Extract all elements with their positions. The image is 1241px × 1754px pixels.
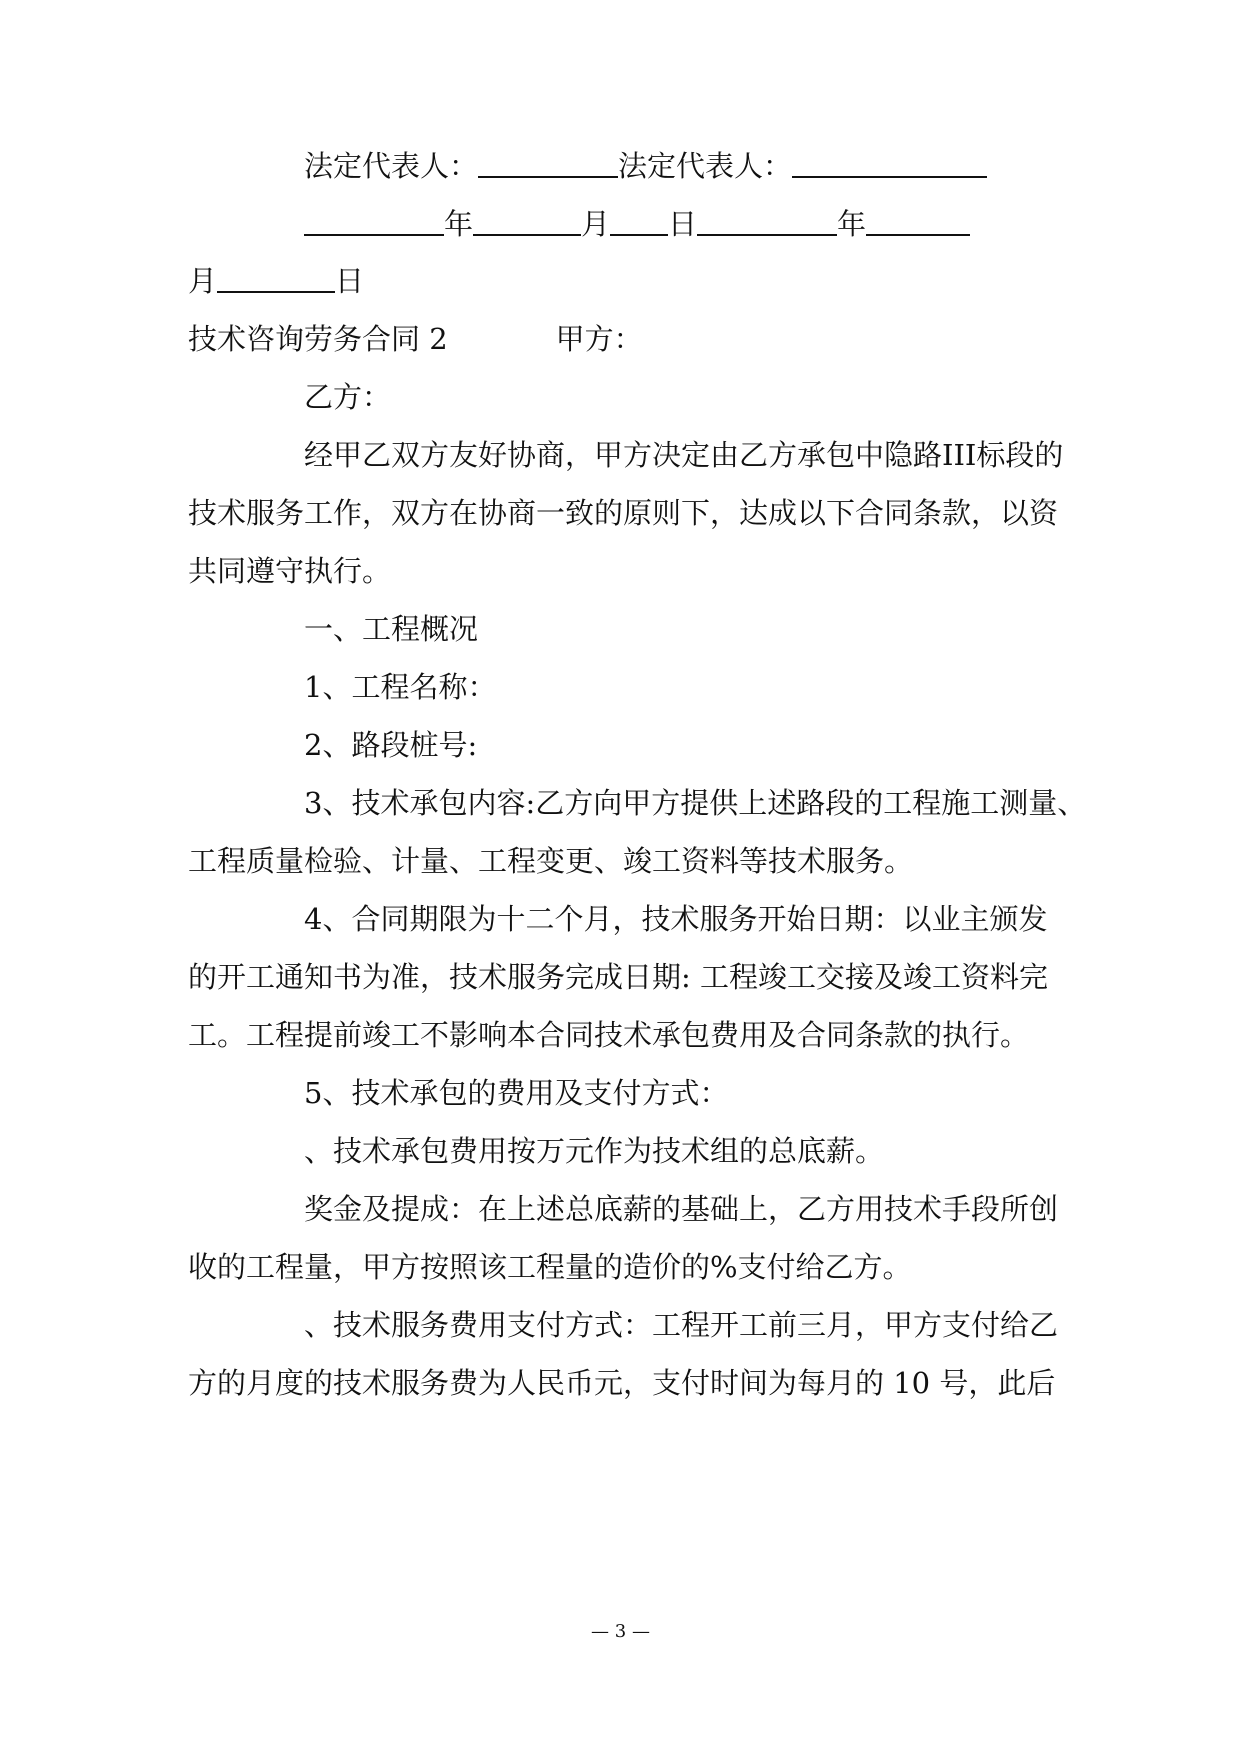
day-label-a: 日 — [668, 207, 698, 241]
list-item: 5、技术承包的费用及支付方式： — [304, 1076, 729, 1110]
contract-title: 技术咨询劳务合同 2 — [188, 322, 448, 356]
paragraph-line: 方的月度的技术服务费为人民币元，支付时间为每月的 10 号，此后 — [188, 1366, 1056, 1400]
list-item: 3、技术承包内容:乙方向甲方提供上述路段的工程施工测量、 — [304, 786, 1087, 820]
legal-rep-blank-a — [478, 148, 618, 178]
date-line-1 — [304, 204, 970, 244]
day-label-b: 日 — [335, 264, 365, 298]
day-blank-a — [610, 206, 668, 236]
year-blank-a — [304, 206, 444, 236]
day-blank-b — [217, 263, 335, 293]
year-blank-b — [697, 206, 837, 236]
section-heading: 一、工程概况 — [304, 612, 479, 646]
month-blank-a — [473, 206, 581, 236]
party-a-label: 甲方： — [555, 322, 643, 356]
legal-rep-label-b: 法定代表人： — [618, 149, 793, 183]
paragraph-line: 收的工程量，甲方按照该工程量的造价的%支付给乙方。 — [188, 1250, 912, 1284]
paragraph-line: 共同遵守执行。 — [188, 554, 392, 588]
month-label-a: 月 — [581, 207, 611, 241]
paragraph-line: 奖金及提成：在上述总底薪的基础上，乙方用技术手段所创 — [304, 1192, 1059, 1226]
legal-rep-blank-b — [792, 148, 987, 178]
page-number: — 3 — — [591, 1621, 650, 1642]
date-line-2 — [188, 261, 364, 301]
paragraph-line: 工程质量检验、计量、工程变更、竣工资料等技术服务。 — [188, 844, 914, 878]
signature-line — [304, 146, 987, 186]
month-blank-b — [866, 206, 970, 236]
paragraph-line: 技术服务工作，双方在协商一致的原则下，达成以下合同条款，以资 — [188, 496, 1059, 530]
list-item: 2、路段桩号: — [304, 728, 478, 762]
paragraph-line: 、技术服务费用支付方式：工程开工前三月，甲方支付给乙 — [304, 1308, 1059, 1342]
paragraph-line: 工。工程提前竣工不影响本合同技术承包费用及合同条款的执行。 — [188, 1018, 1030, 1052]
paragraph-line: 的开工通知书为准，技术服务完成日期: 工程竣工交接及竣工资料完 — [188, 960, 1048, 994]
list-item: 4、合同期限为十二个月，技术服务开始日期：以业主颁发 — [304, 902, 1048, 936]
contract-heading — [188, 319, 643, 359]
list-item: 1、工程名称： — [304, 670, 497, 704]
paragraph-line: 、技术承包费用按万元作为技术组的总底薪。 — [304, 1134, 885, 1168]
year-label-a: 年 — [444, 207, 474, 241]
month-label-b: 月 — [188, 264, 218, 298]
legal-rep-label-a: 法定代表人： — [304, 149, 479, 183]
party-b-label: 乙方： — [304, 380, 392, 414]
paragraph-line: 经甲乙双方友好协商，甲方决定由乙方承包中隐路III标段的 — [304, 438, 1064, 472]
year-label-b: 年 — [837, 207, 867, 241]
